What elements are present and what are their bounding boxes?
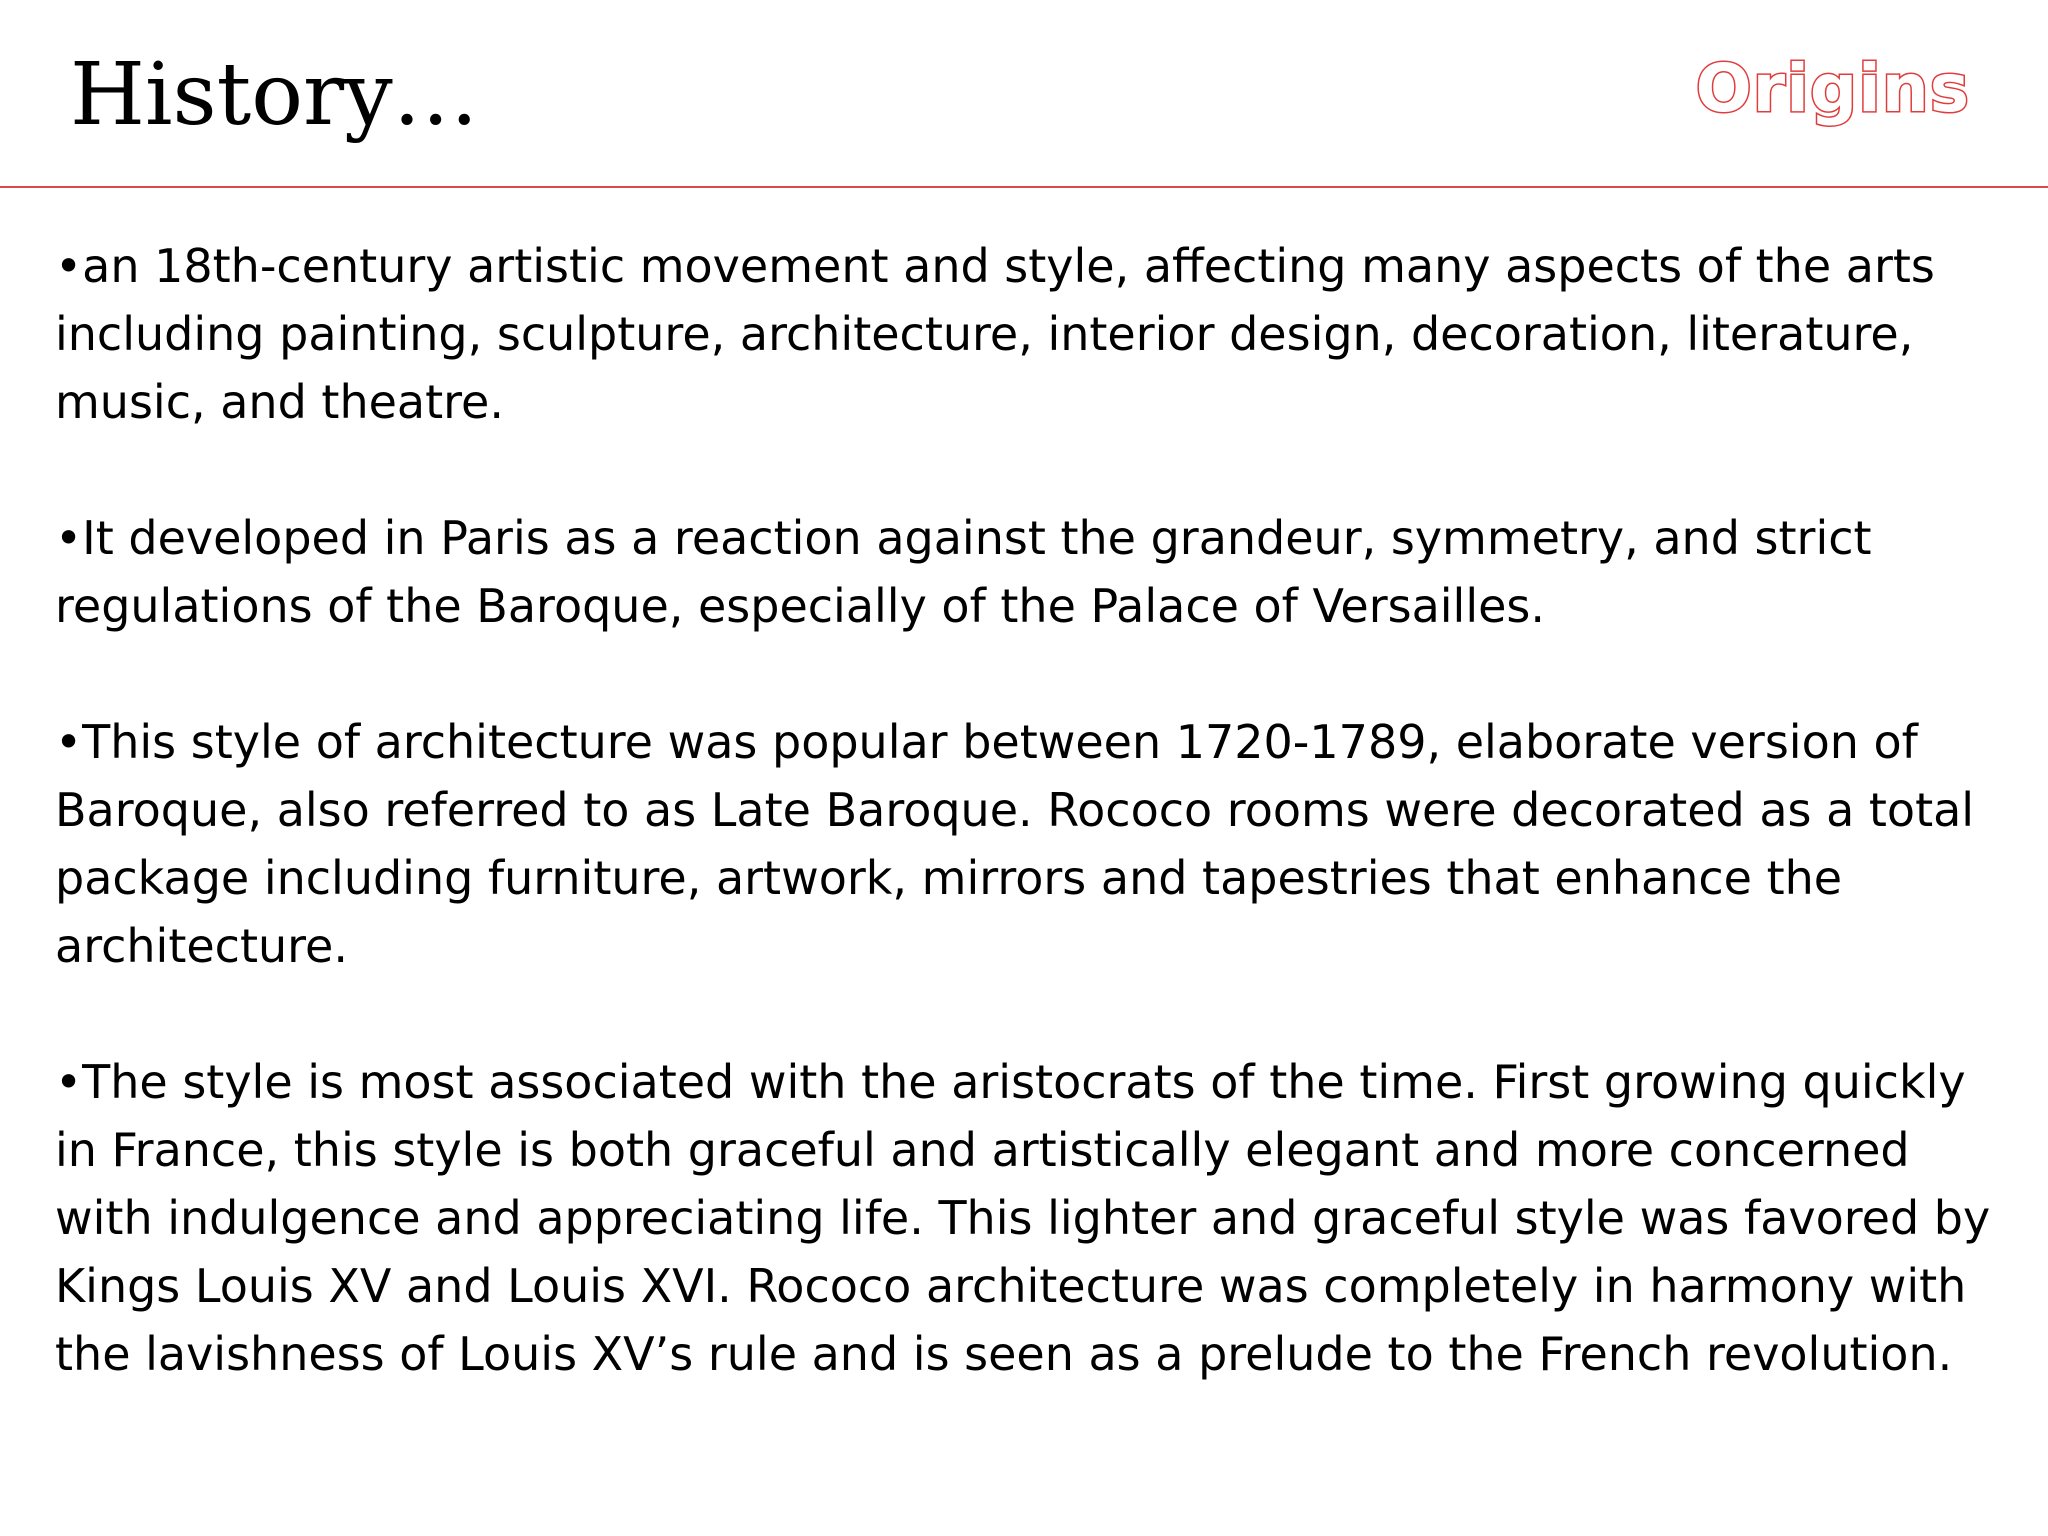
title-divider — [0, 186, 2048, 188]
bullet-item — [55, 504, 2005, 640]
bullet-marker: • — [55, 511, 83, 565]
bullet-text: This style of architecture was popular between 1720-1789, elaborate version of Baroque, also referred to as Late Baroque. Rococo rooms were decorated as a total package including furniture, artwork, mirrors and tapestries that enhance the architecture. — [55, 715, 1975, 973]
bullet-marker: • — [55, 239, 83, 293]
bullet-item — [55, 232, 2005, 436]
bullet-marker: • — [55, 715, 83, 769]
bullet-list — [55, 232, 2005, 1388]
bullet-text: an 18th-century artistic movement and style, affecting many aspects of the arts including painting, sculpture, architecture, interior design, decoration, literature, music, and theatre. — [55, 239, 1935, 429]
bullet-text: The style is most associated with the aristocrats of the time. First growing quickly in France, this style is both graceful and artistically elegant and more concerned with indulgence and appreciating life. This lighter and graceful style was favored by Kings Louis XV and Louis XVI. Rococo architecture was completely in harmony with the lavishness of Louis XV’s rule and is seen as a prelude to the French revolution. — [55, 1055, 1991, 1381]
section-tag: Origins — [1695, 50, 1970, 127]
slide-title: History… — [70, 45, 479, 145]
bullet-item — [55, 1048, 2005, 1388]
bullet-marker: • — [55, 1055, 83, 1109]
bullet-item — [55, 708, 2005, 980]
bullet-text: It developed in Paris as a reaction against the grandeur, symmetry, and strict regulations of the Baroque, especially of the Palace of Versailles. — [55, 511, 1872, 633]
